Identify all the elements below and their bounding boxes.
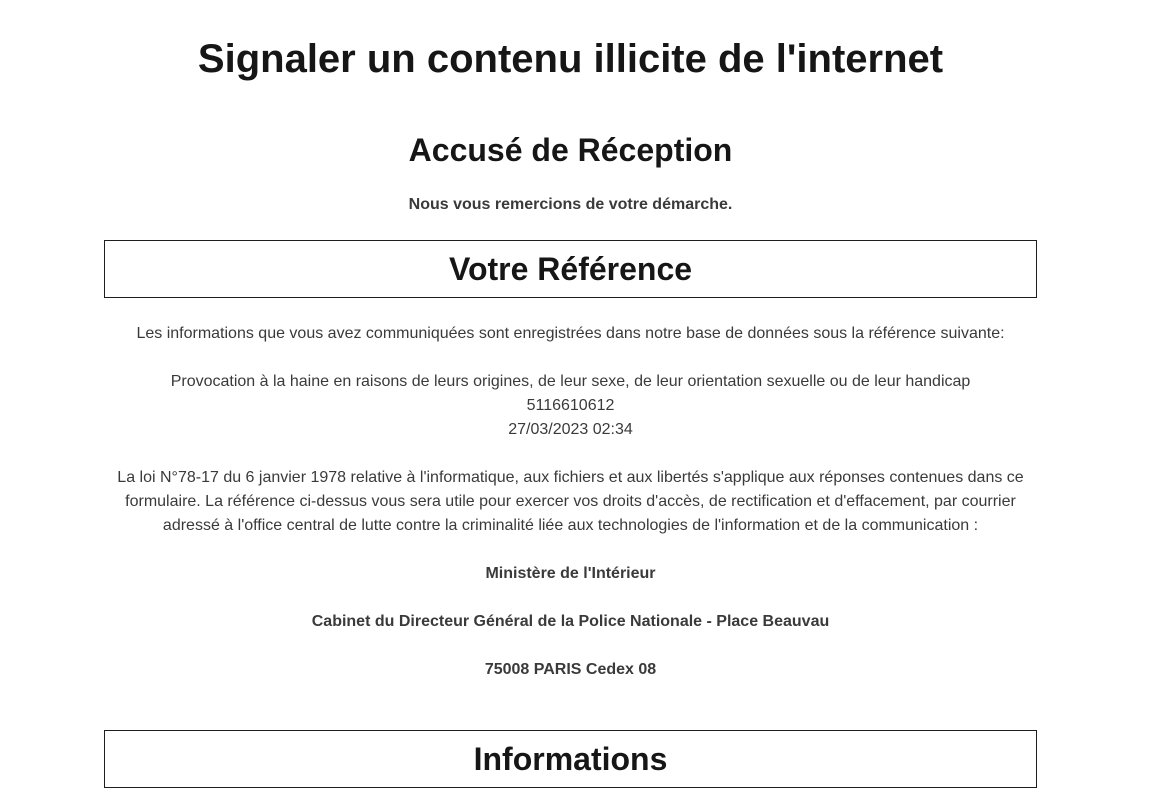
reference-number: 5116610612 <box>526 397 615 414</box>
law-notice: La loi N°78-17 du 6 janvier 1978 relative à l'informatique, aux fichiers et aux libertés s'applique aux réponses contenues dans ce formulaire. La référence ci-dessus vous sera utile pour exercer vos droits d'accès, de rectification et d'effacement, par courrier adressé à l'office central de lutte contre la criminalité liée aux technologies de l'information et de la communication : <box>117 469 1024 534</box>
page-title: Signaler un contenu illicite de l'internet <box>197 37 944 81</box>
acknowledgement-title: Accusé de Réception <box>408 132 733 168</box>
reference-category: Provocation à la haine en raisons de leurs origines, de leur sexe, de leur orientation sexuelle ou de leur handicap <box>170 373 971 390</box>
reference-details <box>104 370 1037 442</box>
thanks-message: Nous vous remercions de votre démarche. <box>408 196 733 213</box>
reference-intro: Les informations que vous avez communiquées sont enregistrées dans notre base de données sous la référence suivante: <box>136 325 1005 342</box>
address-line-ministry: Ministère de l'Intérieur <box>485 565 656 582</box>
reference-heading: Votre Référence <box>104 240 1037 298</box>
information-heading: Informations <box>104 730 1037 788</box>
address-line-postal: 75008 PARIS Cedex 08 <box>484 661 657 678</box>
address-line-cabinet: Cabinet du Directeur Général de la Police Nationale - Place Beauvau <box>311 613 830 630</box>
reference-content <box>104 322 1037 682</box>
reference-datetime: 27/03/2023 02:34 <box>508 421 633 438</box>
